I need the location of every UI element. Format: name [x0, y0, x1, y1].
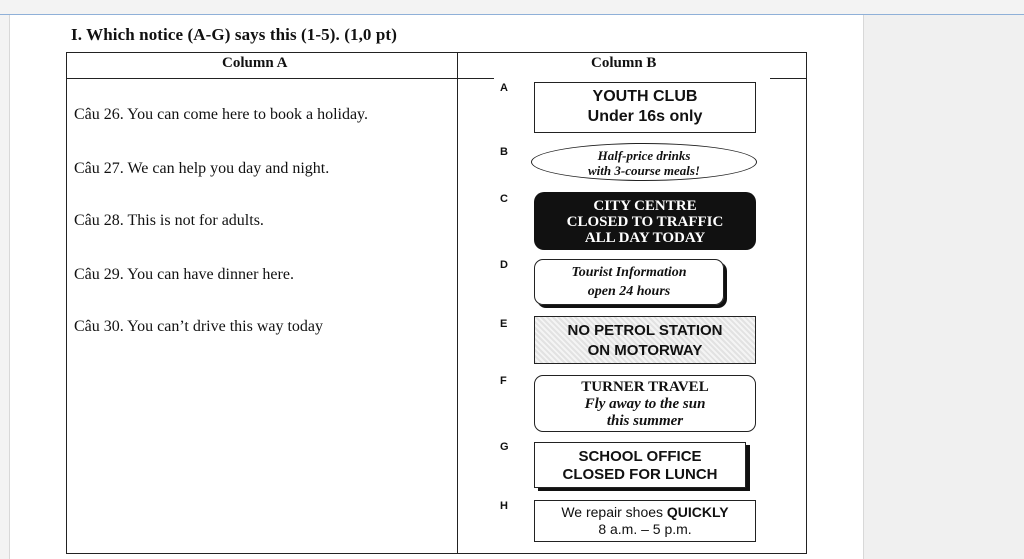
notice-letter-h: H	[500, 500, 508, 512]
notice-b-line1: Half-price drinks	[597, 148, 691, 163]
notice-b-line2: with 3-course meals!	[588, 163, 700, 178]
table-border-bottom	[66, 553, 807, 554]
notice-g-school-office	[534, 442, 746, 488]
notice-e-no-petrol-station	[534, 316, 756, 364]
notice-letter-f: F	[500, 375, 507, 387]
notice-d-tourist-information	[534, 259, 724, 305]
column-b-header: Column B	[591, 55, 657, 71]
notice-g-line2: CLOSED FOR LUNCH	[562, 466, 718, 483]
notice-f-line1: TURNER TRAVEL	[581, 379, 709, 395]
question-29: Câu 29. You can have dinner here.	[74, 266, 294, 283]
question-30: Câu 30. You can’t drive this way today	[74, 318, 324, 335]
notice-c-line2: CLOSED TO TRAFFIC	[566, 214, 724, 230]
notice-c-city-centre	[534, 192, 756, 250]
table-column-divider	[457, 52, 458, 554]
table-border-top	[66, 52, 806, 53]
table-border-left	[66, 52, 67, 554]
side-panel	[863, 15, 1024, 559]
question-28: Câu 28. This is not for adults.	[74, 212, 264, 229]
table-border-right	[806, 52, 807, 554]
notice-d-line1: Tourist Information	[571, 265, 687, 280]
notice-a-youth-club	[534, 82, 756, 133]
notice-a-line1: YOUTH CLUB	[592, 88, 698, 105]
table-header-divider-right	[770, 78, 806, 79]
notice-f-line2: Fly away to the sun	[584, 396, 706, 412]
notice-letter-e: E	[500, 318, 508, 330]
notice-c-line1: CITY CENTRE	[593, 198, 697, 214]
notice-a-line2: Under 16s only	[587, 108, 703, 125]
notice-e-line2: ON MOTORWAY	[587, 342, 703, 359]
notice-letter-d: D	[500, 259, 508, 271]
notice-f-turner-travel	[534, 375, 756, 432]
notice-e-line1: NO PETROL STATION	[567, 322, 723, 339]
notice-f-line3: this summer	[606, 413, 684, 429]
notice-letter-c: C	[500, 193, 508, 205]
notice-h-line1-text: We repair shoes	[561, 504, 667, 520]
notice-h-shoe-repair	[534, 500, 756, 542]
notice-h-line1-emphasis: QUICKLY	[666, 504, 729, 520]
notice-g-line1: SCHOOL OFFICE	[578, 448, 702, 465]
notice-b-half-price-drinks	[531, 143, 757, 181]
notice-d-line2: open 24 hours	[587, 284, 671, 299]
notice-letter-b: B	[500, 146, 508, 158]
question-26: Câu 26. You can come here to book a holiday.	[74, 106, 369, 123]
exercise-heading: I. Which notice (A-G) says this (1-5). (1,0 pt)	[71, 25, 397, 44]
notice-c-line3: ALL DAY TODAY	[584, 230, 706, 246]
notice-h-line1	[535, 504, 755, 521]
notice-letter-a: A	[500, 82, 508, 94]
notice-h-line2: 8 a.m. – 5 p.m.	[598, 521, 692, 537]
question-27: Câu 27. We can help you day and night.	[74, 160, 330, 177]
table-header-divider	[66, 78, 494, 79]
column-a-header: Column A	[222, 55, 288, 71]
notice-letter-g: G	[500, 441, 509, 453]
